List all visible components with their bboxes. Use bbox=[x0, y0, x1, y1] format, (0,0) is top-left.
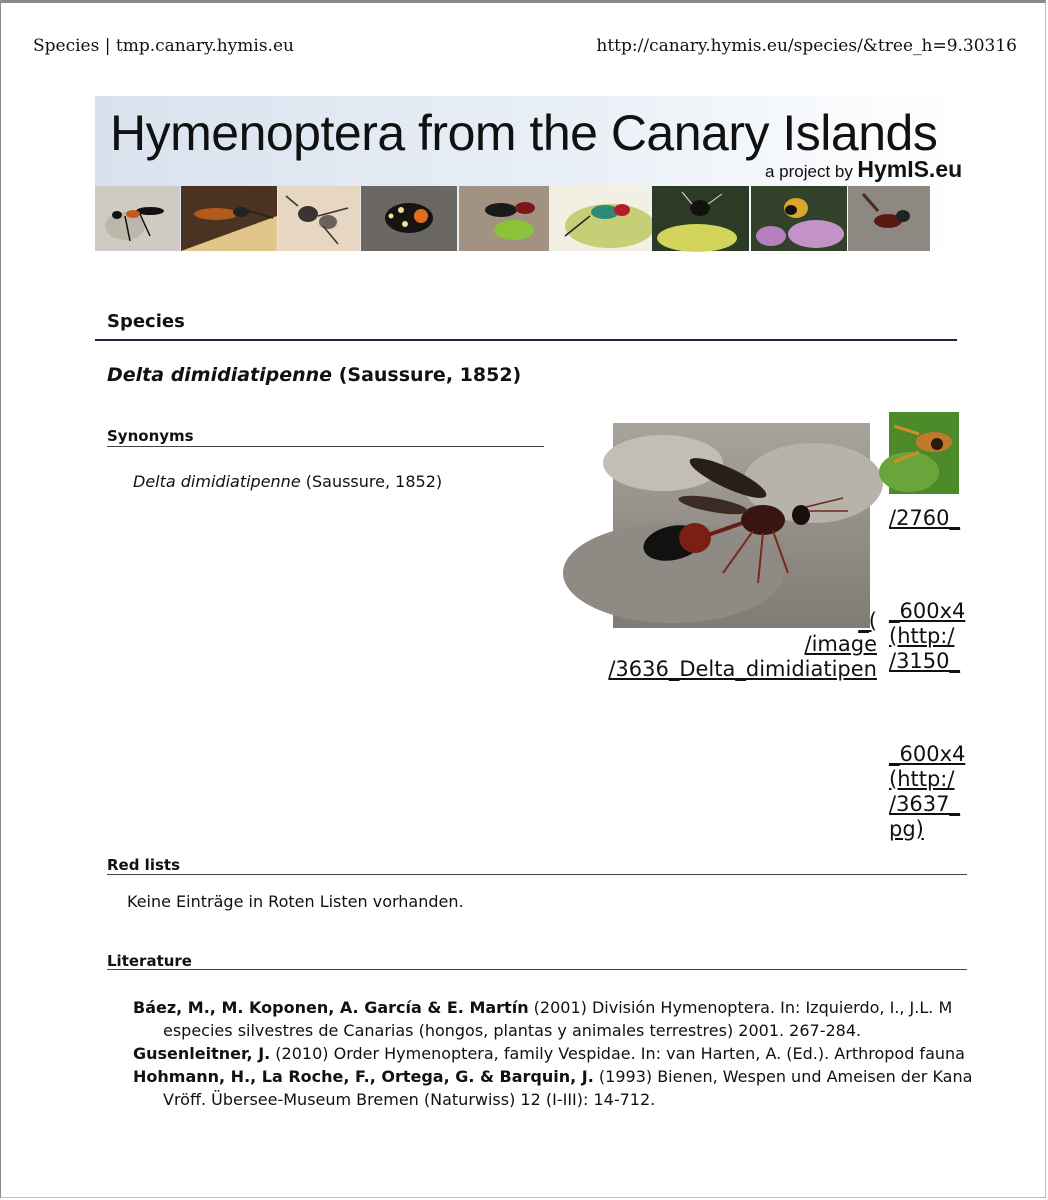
byline-prefix: a project by bbox=[765, 162, 853, 181]
species-photo-main[interactable] bbox=[613, 423, 870, 628]
literature-continuation: especies silvestres de Canarias (hongos, plantas y animales terrestres) 2001. 267-284. bbox=[163, 1021, 862, 1040]
literature-entry bbox=[133, 1065, 972, 1088]
banner-photo-bumblebee bbox=[751, 186, 847, 251]
red-lists-heading: Red lists bbox=[107, 856, 180, 874]
banner-photo-velvet-ant bbox=[361, 186, 457, 251]
banner-photo-wasp-1 bbox=[95, 186, 180, 251]
photo-link-filename[interactable]: /3636_Delta_dimidiatipen bbox=[608, 657, 877, 681]
literature-authors: Gusenleitner, J. bbox=[133, 1044, 271, 1063]
page-content bbox=[95, 96, 973, 1156]
section-heading-species: Species bbox=[107, 311, 185, 332]
banner-photo-wasp-green bbox=[459, 186, 549, 251]
site-banner[interactable] bbox=[95, 96, 963, 251]
photo-link-3637[interactable]: /3637_ bbox=[889, 792, 961, 816]
banner-title: Hymenoptera from the Canary Islands bbox=[110, 105, 938, 161]
photo-link-http-1[interactable]: (http:/ bbox=[889, 624, 955, 648]
synonyms-heading: Synonyms bbox=[107, 427, 194, 445]
literature-authors: Hohmann, H., La Roche, F., Ortega, G. & Barquin, J. bbox=[133, 1067, 594, 1086]
literature-citation: (2010) Order Hymenoptera, family Vespidae. In: van Harten, A. (Ed.). Arthropod fauna bbox=[270, 1044, 965, 1063]
photo-link-fragment[interactable]: _( bbox=[858, 609, 877, 633]
red-lists-divider bbox=[107, 874, 967, 875]
banner-photo-cuckoo-wasp bbox=[550, 186, 650, 251]
synonym-name: Delta dimidiatipenne bbox=[133, 472, 301, 491]
photo-link-ext[interactable]: pg) bbox=[889, 817, 924, 841]
print-page-title: Species | tmp.canary.hymis.eu bbox=[33, 36, 294, 56]
photo-link-http-2[interactable]: (http:/ bbox=[889, 767, 955, 791]
banner-photo-wasp-2 bbox=[181, 186, 277, 251]
synonyms-divider bbox=[107, 446, 544, 447]
banner-photo-strip bbox=[95, 186, 957, 251]
photo-link-3150[interactable]: /3150_ bbox=[889, 649, 961, 673]
synonym-author: (Saussure, 1852) bbox=[305, 472, 443, 491]
banner-photo-bee-flowers bbox=[652, 186, 749, 251]
species-binomial: Delta dimidiatipenne bbox=[107, 364, 333, 386]
species-author: (Saussure, 1852) bbox=[338, 364, 522, 386]
byline-brand: HymIS.eu bbox=[857, 156, 963, 182]
banner-photo-spider bbox=[278, 186, 360, 251]
divider bbox=[95, 339, 957, 341]
literature-authors: Báez, M., M. Koponen, A. García & E. Martín bbox=[133, 998, 529, 1017]
literature-divider bbox=[107, 969, 967, 970]
photo-link-2760[interactable]: /2760_ bbox=[889, 506, 961, 530]
banner-photo-wasp-3 bbox=[848, 186, 930, 251]
banner-byline bbox=[765, 156, 962, 183]
literature-heading: Literature bbox=[107, 952, 192, 970]
literature-entry bbox=[133, 1042, 965, 1065]
print-page-url: http://canary.hymis.eu/species/&tree_h=9.30316 bbox=[596, 36, 1017, 56]
photo-link-image-path[interactable]: /image bbox=[804, 632, 877, 656]
photo-link-size-1[interactable]: _600x4 bbox=[889, 599, 966, 623]
species-title bbox=[107, 364, 521, 386]
literature-citation: (2001) División Hymenoptera. In: Izquierdo, I., J.L. M bbox=[528, 998, 953, 1017]
species-photo-thumb[interactable] bbox=[889, 412, 959, 494]
photo-link-size-2[interactable]: _600x4 bbox=[889, 742, 966, 766]
literature-citation: (1993) Bienen, Wespen und Ameisen der Kana bbox=[593, 1067, 973, 1086]
synonym-item bbox=[133, 472, 442, 491]
literature-continuation: Vröff. Übersee-Museum Bremen (Naturwiss) 12 (I-III): 14-712. bbox=[163, 1090, 656, 1109]
red-lists-text: Keine Einträge in Roten Listen vorhanden. bbox=[127, 892, 464, 911]
literature-entry bbox=[133, 996, 952, 1019]
